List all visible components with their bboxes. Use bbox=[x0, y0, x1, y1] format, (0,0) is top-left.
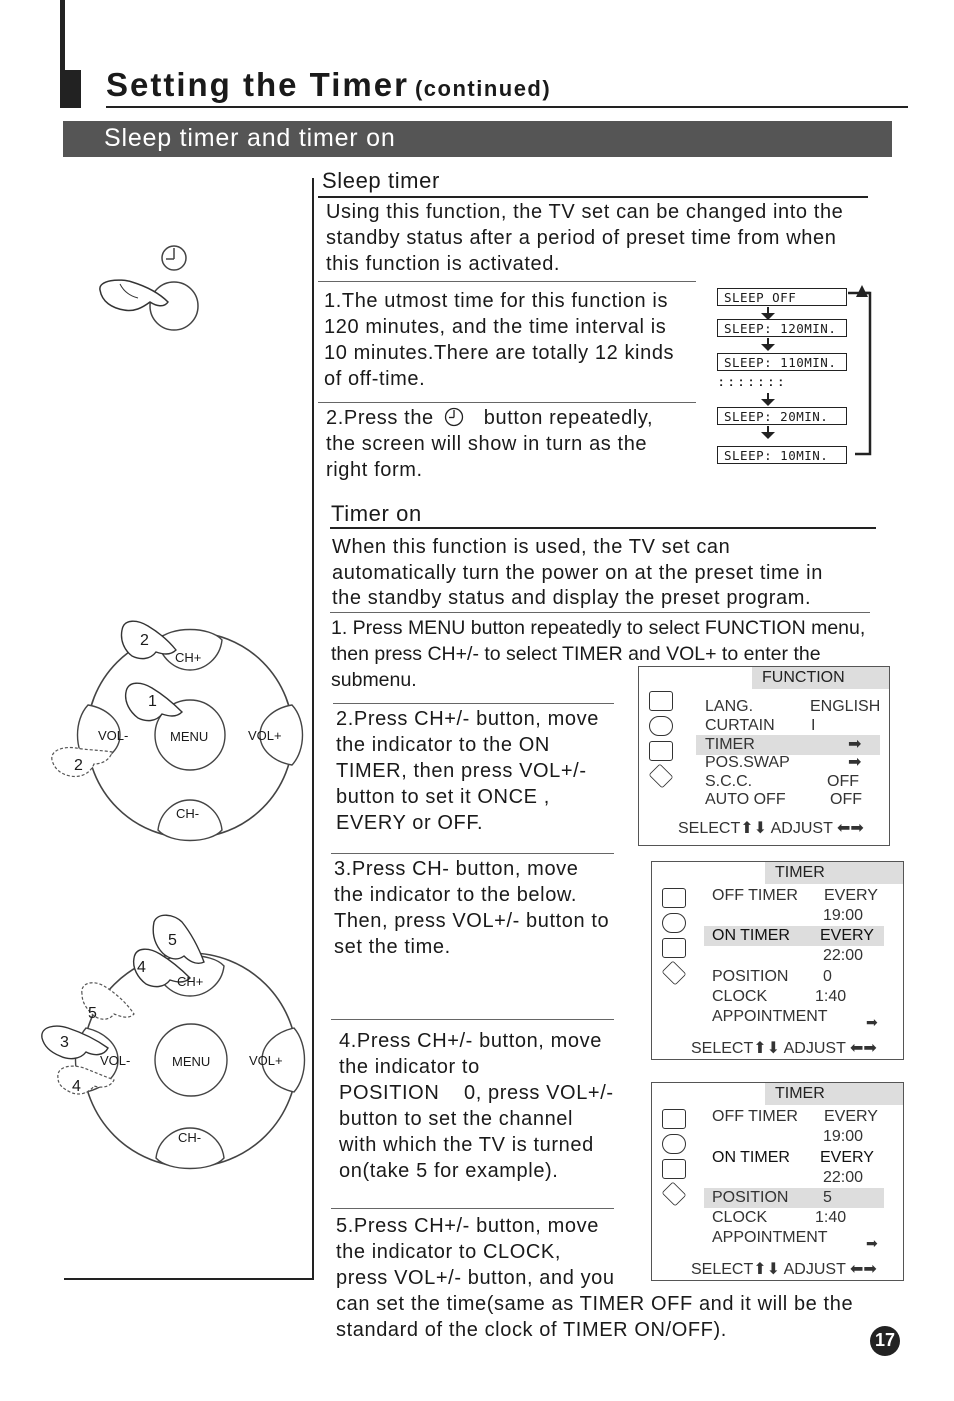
timer-on-step5-line: standard of the clock of TIMER ON/OFF). bbox=[336, 1319, 727, 1341]
timer-on-step3-line: Then, press VOL+/- button to bbox=[334, 910, 610, 932]
sleep-step2 bbox=[326, 405, 653, 483]
ch-plus-button[interactable]: CH+ bbox=[177, 974, 204, 989]
ch-plus-button[interactable]: CH+ bbox=[175, 650, 202, 665]
sleep-step1 bbox=[324, 288, 674, 392]
timer-row-appointment[interactable] bbox=[712, 1007, 828, 1027]
sleep-state-20: SLEEP: 20MIN. bbox=[717, 407, 847, 425]
timer-on-intro bbox=[332, 534, 823, 610]
sleep-state-10: SLEEP: 10MIN. bbox=[717, 446, 847, 464]
timer-row-value: 1:40 bbox=[815, 1209, 847, 1226]
sleep-step1-line: of off-time. bbox=[324, 368, 426, 390]
timer-on-step4-line: with which the TV is turned bbox=[339, 1134, 594, 1156]
sleep-step2-line1 bbox=[326, 405, 653, 431]
settings-sliders-icon bbox=[649, 741, 673, 761]
timer-on-step2 bbox=[336, 706, 599, 836]
remote-control-diagram-1 bbox=[40, 610, 310, 850]
sleep-step1-line: 120 minutes, and the time interval is bbox=[324, 316, 667, 338]
timer-on-step3-line: 3.Press CH- button, move bbox=[334, 858, 579, 880]
function-row-label: CURTAIN bbox=[705, 717, 775, 734]
function-row-lang[interactable] bbox=[705, 697, 881, 717]
function-row-curtain[interactable] bbox=[705, 716, 881, 736]
sleep-sequence-dots: : : : : : : : bbox=[719, 374, 784, 389]
left-bottom-rule bbox=[64, 1278, 314, 1280]
page-number: 17 bbox=[874, 1330, 896, 1350]
step5-rule bbox=[331, 1208, 614, 1209]
sleep-intro-line: standby status after a period of preset time from when bbox=[326, 227, 837, 249]
timer-row-value: EVERY bbox=[824, 887, 878, 904]
timer-on-step3 bbox=[334, 856, 609, 960]
timer-menu-title: TIMER bbox=[765, 862, 903, 884]
menu-button[interactable]: MENU bbox=[170, 729, 209, 744]
timer-on-step5-line: press VOL+/- button, and you bbox=[336, 1267, 615, 1289]
timer-row-value: 22:00 bbox=[823, 1169, 864, 1186]
timer-on-step4-line: 4.Press CH+/- button, move bbox=[339, 1030, 602, 1052]
sleep-intro-line: Using this function, the TV set can be changed into the bbox=[326, 201, 844, 223]
timer-row-off-time[interactable] bbox=[823, 906, 863, 926]
timer-row-off-time[interactable] bbox=[823, 1127, 863, 1147]
step4-rule bbox=[331, 1019, 614, 1020]
timer-on-step4-line: button to set the channel bbox=[339, 1108, 574, 1130]
function-row-timer[interactable] bbox=[696, 735, 880, 755]
sleep-step2-prefix: 2.Press the bbox=[326, 407, 434, 429]
function-row-value: OFF bbox=[830, 791, 862, 808]
vol-plus-button[interactable]: VOL+ bbox=[249, 1053, 283, 1068]
function-menu-title: FUNCTION bbox=[752, 667, 889, 689]
timer-on-step3-line: the indicator to the below. bbox=[334, 884, 578, 906]
timer-menu-title: TIMER bbox=[765, 1083, 903, 1105]
title-underline bbox=[106, 106, 908, 108]
timer-menu-panel-position bbox=[651, 1082, 904, 1281]
timer-on-step1-line: submenu. bbox=[331, 669, 417, 691]
timer-menu-footer: SELECT⬆⬇ ADJUST ⬅➡ bbox=[691, 1261, 877, 1278]
arrow-right-icon: ➡ bbox=[866, 1235, 878, 1251]
remote-control-diagram-2 bbox=[38, 910, 310, 1170]
function-row-label: AUTO OFF bbox=[705, 791, 786, 808]
timer-on-step1-line: then press CH+/- to select TIMER and VOL+ to enter the bbox=[331, 643, 821, 665]
sleep-intro-rule bbox=[318, 281, 696, 282]
step2-rule bbox=[333, 703, 614, 704]
step-marker: 4 bbox=[72, 1078, 81, 1095]
sound-icon bbox=[662, 913, 686, 933]
sleep-heading-rule bbox=[318, 196, 868, 198]
step-marker: 4 bbox=[137, 959, 146, 976]
settings-sliders-icon bbox=[662, 938, 686, 958]
timer-menu-panel-on-timer bbox=[651, 861, 904, 1060]
function-menu-footer: SELECT⬆⬇ ADJUST ⬅➡ bbox=[678, 820, 864, 837]
page-title-text: Setting the Timer bbox=[106, 66, 409, 103]
sleep-state-120: SLEEP: 120MIN. bbox=[717, 319, 847, 337]
function-row-auto-off[interactable] bbox=[705, 790, 881, 810]
function-row-label: TIMER bbox=[705, 736, 755, 753]
timer-on-step4-line: POSITION 0, press VOL+/- bbox=[339, 1082, 614, 1104]
timer-on-step2-line: button to set it ONCE , bbox=[336, 786, 550, 808]
ch-minus-button[interactable]: CH- bbox=[176, 806, 200, 821]
timer-row-value: 0 bbox=[823, 968, 832, 985]
timer-row-label: POSITION bbox=[712, 1189, 789, 1206]
timer-on-step3-line: set the time. bbox=[334, 936, 451, 958]
arrow-right-icon: ➡ bbox=[866, 1014, 878, 1030]
timer-row-value: EVERY bbox=[824, 1108, 878, 1125]
timer-row-value: 1:40 bbox=[815, 988, 847, 1005]
sleep-sequence-arrows bbox=[710, 280, 880, 470]
sleep-step2-line: the screen will show in turn as the bbox=[326, 433, 648, 455]
timer-row-on-time[interactable] bbox=[823, 1168, 863, 1188]
timer-row-label: CLOCK bbox=[712, 988, 768, 1005]
header-block bbox=[60, 70, 81, 108]
sleep-button-hand-illustration bbox=[90, 240, 210, 340]
timer-row-value: EVERY bbox=[820, 1149, 874, 1166]
timer-on-step2-line: the indicator to the ON bbox=[336, 734, 550, 756]
sleep-button-icon bbox=[444, 407, 464, 427]
vol-minus-button[interactable]: VOL- bbox=[98, 728, 129, 743]
sleep-intro bbox=[326, 199, 843, 277]
settings-sliders-icon bbox=[662, 1159, 686, 1179]
timer-row-appointment[interactable] bbox=[712, 1228, 828, 1248]
timer-on-step2-line: 2.Press CH+/- button, move bbox=[336, 708, 599, 730]
sleep-step1-line: 1.The utmost time for this function is bbox=[324, 290, 669, 312]
function-tag-icon bbox=[662, 1182, 687, 1207]
timer-row-on-time[interactable] bbox=[823, 946, 863, 966]
timer-row-label: POSITION bbox=[712, 968, 789, 985]
timer-row-value: 5 bbox=[823, 1189, 832, 1206]
sleep-step2-suffix: button repeatedly, bbox=[483, 407, 654, 429]
timer-on-step1-line: 1. Press MENU button repeatedly to select FUNCTION menu, bbox=[331, 617, 866, 639]
timer-row-value: 19:00 bbox=[823, 907, 864, 924]
step3-rule bbox=[331, 853, 614, 854]
step-marker: 2 bbox=[74, 757, 83, 774]
function-tag-icon bbox=[662, 961, 687, 986]
tv-picture-icon bbox=[662, 888, 686, 908]
timer-row-value: 19:00 bbox=[823, 1128, 864, 1145]
sleep-state-110: SLEEP: 110MIN. bbox=[717, 353, 847, 371]
timer-on-step4-line: on(take 5 for example). bbox=[339, 1160, 559, 1182]
timer-row-clock[interactable] bbox=[712, 987, 847, 1007]
timer-row-position[interactable] bbox=[704, 1188, 884, 1208]
vol-minus-button[interactable]: VOL- bbox=[100, 1053, 131, 1068]
sleep-step2-line: right form. bbox=[326, 459, 423, 481]
timer-on-step4 bbox=[339, 1028, 614, 1184]
menu-icon-column bbox=[662, 1109, 690, 1209]
timer-row-off-timer[interactable] bbox=[712, 886, 878, 906]
column-divider bbox=[312, 178, 314, 1280]
function-row-value: OFF bbox=[827, 773, 859, 790]
timer-on-step2-line: EVERY or OFF. bbox=[336, 812, 484, 834]
step-marker: 5 bbox=[88, 1005, 97, 1022]
tv-picture-icon bbox=[649, 691, 673, 711]
timer-row-value: 22:00 bbox=[823, 947, 864, 964]
sound-icon bbox=[649, 716, 673, 736]
timer-on-intro-line: automatically turn the power on at the preset time in bbox=[332, 562, 823, 584]
timer-row-position[interactable] bbox=[712, 967, 832, 987]
sound-icon bbox=[662, 1134, 686, 1154]
timer-row-clock[interactable] bbox=[712, 1208, 847, 1228]
page-title-suffix: (continued) bbox=[414, 76, 552, 101]
menu-button[interactable]: MENU bbox=[172, 1054, 211, 1069]
vol-plus-button[interactable]: VOL+ bbox=[248, 728, 282, 743]
function-row-value: ENGLISH bbox=[810, 698, 881, 715]
function-tag-icon bbox=[649, 764, 674, 789]
sleep-step1-line: 10 minutes.There are totally 12 kinds bbox=[324, 342, 675, 364]
function-row-label: POS.SWAP bbox=[705, 754, 790, 771]
timer-on-intro-line: When this function is used, the TV set can bbox=[332, 536, 731, 558]
sleep-step1-rule bbox=[318, 402, 696, 403]
function-row-scc[interactable] bbox=[705, 772, 881, 792]
function-row-label: LANG. bbox=[705, 698, 754, 715]
timer-row-label: CLOCK bbox=[712, 1209, 768, 1226]
timer-on-intro-rule bbox=[330, 612, 870, 613]
step-marker: 5 bbox=[168, 932, 177, 949]
timer-row-on-timer[interactable] bbox=[704, 926, 884, 946]
function-row-label: S.C.C. bbox=[705, 773, 753, 790]
timer-row-label: APPOINTMENT bbox=[712, 1008, 828, 1025]
timer-on-intro-line: the standby status and display the preset program. bbox=[332, 587, 812, 609]
step-marker: 3 bbox=[60, 1034, 69, 1051]
step-marker: 1 bbox=[148, 693, 157, 710]
sleep-timer-heading: Sleep timer bbox=[322, 168, 440, 193]
timer-row-label: ON TIMER bbox=[712, 927, 790, 944]
timer-row-label: APPOINTMENT bbox=[712, 1229, 828, 1246]
function-menu-panel bbox=[638, 666, 890, 846]
timer-row-label: OFF TIMER bbox=[712, 887, 798, 904]
menu-icon-column bbox=[662, 888, 690, 988]
timer-on-step2-line: TIMER, then press VOL+/- bbox=[336, 760, 587, 782]
timer-row-label: OFF TIMER bbox=[712, 1108, 798, 1125]
timer-on-heading: Timer on bbox=[331, 501, 422, 526]
tv-picture-icon bbox=[662, 1109, 686, 1129]
sleep-state-off: SLEEP OFF bbox=[717, 288, 847, 306]
ch-minus-button[interactable]: CH- bbox=[178, 1130, 202, 1145]
timer-row-off-timer[interactable] bbox=[712, 1107, 878, 1127]
step-marker: 2 bbox=[140, 632, 149, 649]
timer-on-step5-line: the indicator to CLOCK, bbox=[336, 1241, 562, 1263]
timer-menu-footer: SELECT⬆⬇ ADJUST ⬅➡ bbox=[691, 1040, 877, 1057]
menu-icon-column bbox=[649, 691, 677, 791]
arrow-right-icon: ➡ bbox=[848, 736, 862, 753]
function-row-value: I bbox=[811, 717, 816, 734]
timer-on-step5-line: can set the time(same as TIMER OFF and it will be the bbox=[336, 1293, 854, 1315]
timer-on-step4-line: the indicator to bbox=[339, 1056, 480, 1078]
arrow-right-icon: ➡ bbox=[848, 754, 862, 771]
timer-row-value: EVERY bbox=[820, 927, 874, 944]
timer-row-label: ON TIMER bbox=[712, 1149, 790, 1166]
timer-row-on-timer[interactable] bbox=[712, 1148, 874, 1168]
section-banner-text: Sleep timer and timer on bbox=[104, 124, 396, 152]
sleep-intro-line: this function is activated. bbox=[326, 253, 561, 275]
timer-on-heading-rule bbox=[330, 527, 876, 529]
page-title bbox=[106, 66, 551, 104]
function-row-pos-swap[interactable] bbox=[705, 753, 881, 773]
timer-on-step5-line: 5.Press CH+/- button, move bbox=[336, 1215, 599, 1237]
